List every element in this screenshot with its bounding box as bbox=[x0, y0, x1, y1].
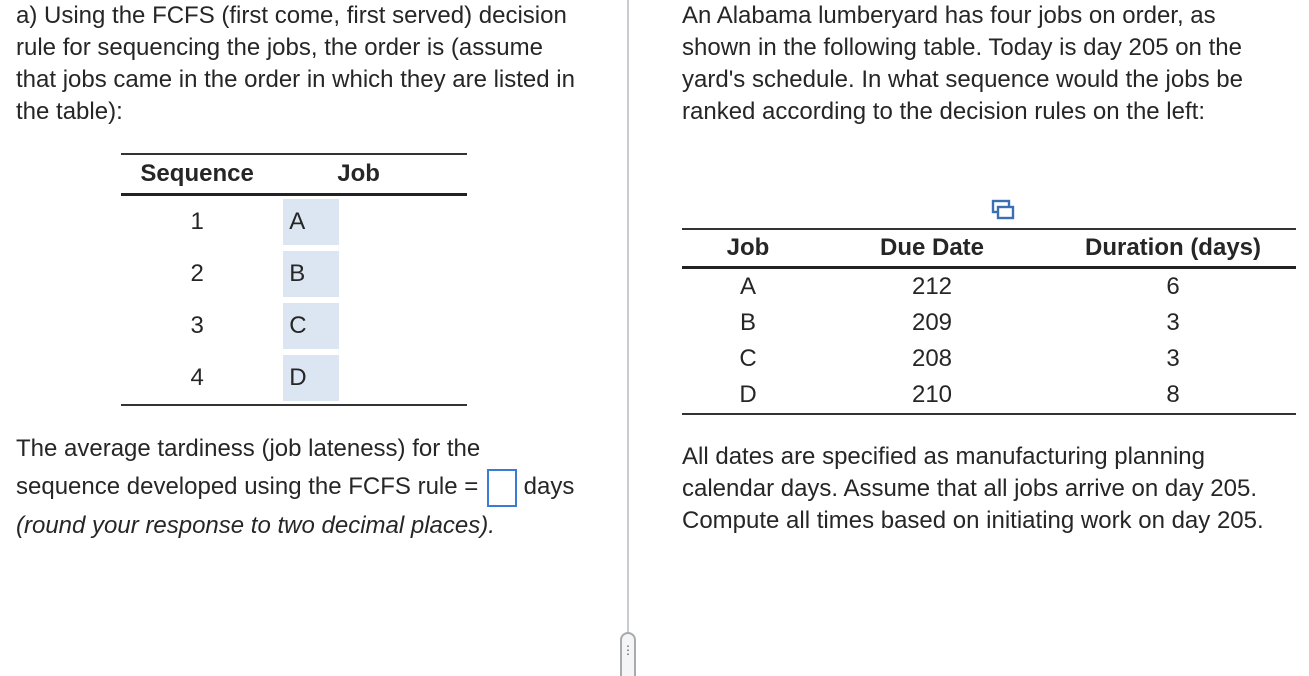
pane-resize-handle-icon[interactable]: ⋮ bbox=[620, 632, 636, 676]
sequence-number: 2 bbox=[190, 260, 204, 287]
job-header: Job bbox=[682, 229, 814, 268]
left-pane bbox=[0, 0, 628, 676]
job-cell: B bbox=[739, 309, 756, 336]
job-dropdown-2[interactable]: B bbox=[283, 251, 339, 297]
job-cell: A bbox=[739, 273, 756, 300]
due-date-cell: 210 bbox=[814, 377, 1050, 414]
jobs-table bbox=[682, 228, 1296, 415]
due-date-header: Due Date bbox=[814, 229, 1050, 268]
answer-hint: (round your response to two decimal places). bbox=[16, 511, 495, 539]
problem-text: An Alabama lumberyard has four jobs on order, as shown in the following table. Today is day 205 on the yard's schedule. In what sequence would the jobs be ranked according to the decision rules on the left: bbox=[682, 2, 1243, 125]
answer-prefix: The average tardiness (job lateness) for the sequence developed using the FCFS rule = bbox=[16, 435, 481, 500]
note-text: All dates are specified as manufacturing planning calendar days. Assume that all jobs arrive on day 205. Compute all times based on initiating work on day 205. bbox=[682, 443, 1264, 534]
table-row bbox=[682, 268, 1296, 306]
due-date-cell: 208 bbox=[911, 345, 953, 372]
copy-to-clipboard-icon[interactable] bbox=[991, 199, 1015, 221]
sequence-header: Sequence bbox=[121, 154, 273, 195]
sequence-number: 4 bbox=[121, 352, 273, 405]
average-tardiness-input[interactable] bbox=[487, 469, 517, 507]
sequence-table-header bbox=[121, 154, 467, 195]
table-row bbox=[121, 352, 467, 405]
answer-suffix: days bbox=[523, 473, 575, 500]
job-dropdown-1[interactable]: A bbox=[283, 199, 339, 245]
answer-prompt bbox=[16, 430, 576, 545]
table-row bbox=[121, 300, 467, 352]
sequence-number: 3 bbox=[190, 312, 204, 339]
question-text: a) Using the FCFS (first come, first served) decision rule for sequencing the jobs, the order is (assume that jobs came in the order in which they are listed in the table): bbox=[16, 2, 575, 125]
due-date-cell: 212 bbox=[911, 273, 953, 300]
job-dropdown-3[interactable]: C bbox=[283, 303, 339, 349]
sequence-number: 1 bbox=[190, 208, 204, 235]
table-row bbox=[121, 195, 467, 249]
table-row bbox=[682, 377, 1296, 414]
job-cell: C bbox=[739, 345, 757, 372]
table-row bbox=[121, 248, 467, 300]
duration-cell: 3 bbox=[1166, 345, 1180, 372]
duration-cell: 8 bbox=[1050, 377, 1296, 414]
jobs-table-header bbox=[682, 229, 1296, 268]
sequence-table bbox=[121, 153, 467, 406]
table-row bbox=[682, 305, 1296, 341]
pane-divider bbox=[627, 0, 629, 676]
job-cell: D bbox=[682, 377, 814, 414]
duration-cell: 6 bbox=[1166, 273, 1180, 300]
job-header: Job bbox=[273, 154, 467, 195]
due-date-cell: 209 bbox=[911, 309, 953, 336]
right-pane bbox=[630, 0, 1309, 676]
duration-header: Duration (days) bbox=[1050, 229, 1296, 268]
table-row bbox=[682, 341, 1296, 377]
job-dropdown-4[interactable]: D bbox=[283, 355, 339, 401]
duration-cell: 3 bbox=[1166, 309, 1180, 336]
